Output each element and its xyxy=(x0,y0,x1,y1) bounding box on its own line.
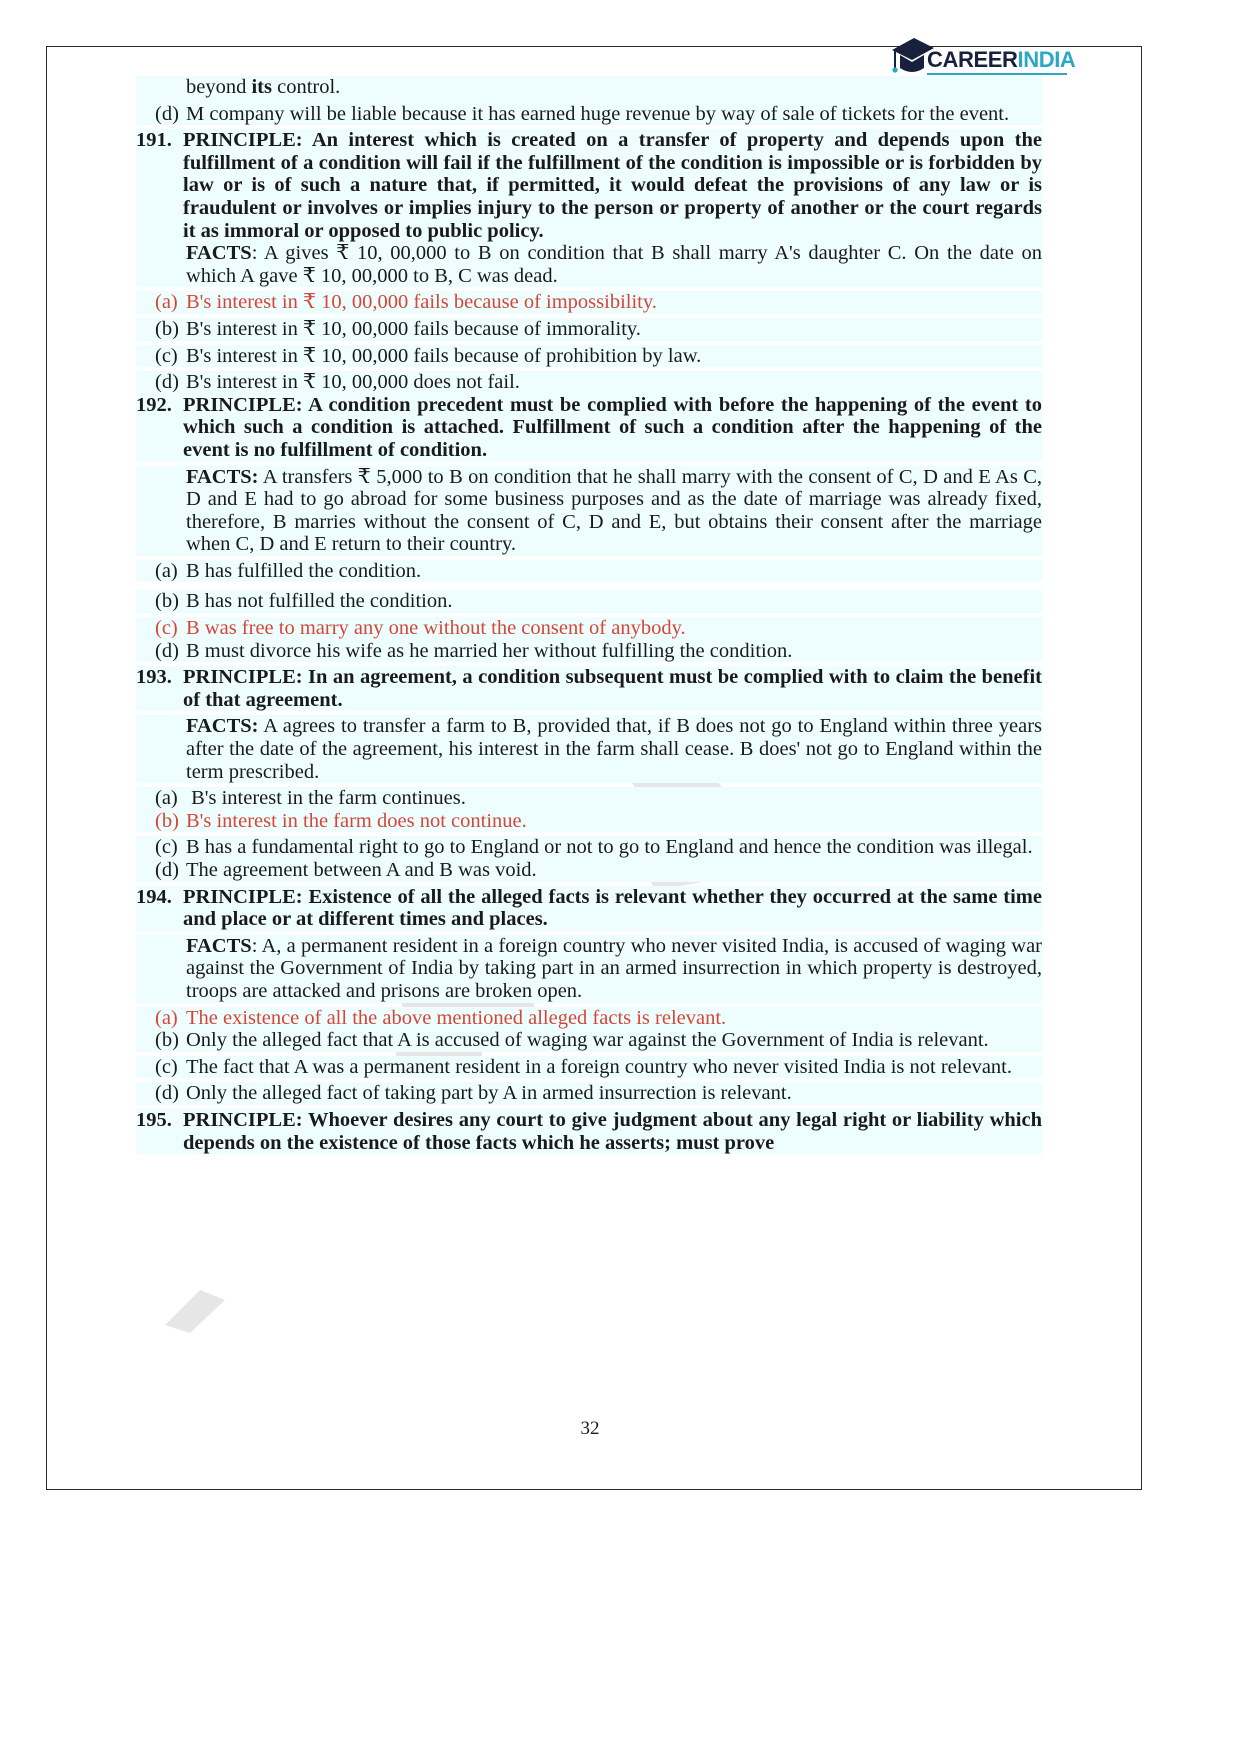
option-a xyxy=(136,560,1042,583)
question-number: 193. xyxy=(136,666,172,689)
question-principle xyxy=(136,886,1042,931)
question-193 xyxy=(136,666,1042,881)
option-label: (c) xyxy=(155,836,178,859)
option-label: (d) xyxy=(155,102,179,125)
option-label: (a) xyxy=(155,559,178,582)
option-text: B must divorce his wife as he married her without fulfilling the condition. xyxy=(186,639,793,662)
option-text: B's interest in ₹ 10, 00,000 fails because of prohibition by law. xyxy=(186,344,702,367)
carry-over-option-c-tail xyxy=(136,76,1042,99)
option-label: (d) xyxy=(155,639,179,662)
careerindia-logo xyxy=(890,32,1076,80)
question-facts xyxy=(136,715,1042,783)
option-label: (b) xyxy=(155,317,179,340)
option-text: The fact that A was a permanent resident in a foreign country who never visited India is not relevant. xyxy=(186,1055,1012,1078)
question-number: 191. xyxy=(136,129,172,152)
option-c xyxy=(136,345,1042,368)
facts-label: FACTS xyxy=(186,242,252,265)
option-text: B's interest in ₹ 10, 00,000 fails because of impossibility. xyxy=(186,291,657,314)
option-text: The agreement between A and B was void. xyxy=(186,859,537,881)
brand-india: INDIA xyxy=(1017,47,1076,72)
option-label: (b) xyxy=(155,1029,179,1052)
option-d xyxy=(136,1082,1042,1105)
facts-text: : A, a permanent resident in a foreign country who never visited India, is accused of waging war against the Government of India by taking part in an armed insurrection in which property is destroyed, troops are attacked and prisons are broken open. xyxy=(186,934,1042,1002)
option-label: (b) xyxy=(155,809,179,832)
question-191 xyxy=(136,129,1042,394)
option-text: B has not fulfilled the condition. xyxy=(186,590,453,613)
option-label: (a) xyxy=(155,291,178,314)
question-facts xyxy=(136,466,1042,556)
option-text: Only the alleged fact of taking part by A in armed insurrection is relevant. xyxy=(186,1082,792,1105)
question-principle xyxy=(136,1109,1042,1154)
brand-wordmark xyxy=(927,49,1075,71)
question-194 xyxy=(136,886,1042,1105)
facts-text: A transfers ₹ 5,000 to B on condition that he shall marry with the consent of C, D and E As C, D and E had to go abroad for some business purposes and as the date of marriage was already fixed, therefore, B marries without the consent of C, D and E, but obtains their consent after the marriage when C, D and E return to their country. xyxy=(186,465,1042,556)
carry-over-block xyxy=(136,76,1042,125)
option-a-answer xyxy=(136,1007,1042,1030)
option-text: B's interest in ₹ 10, 00,000 does not fail. xyxy=(186,371,520,394)
question-principle xyxy=(136,129,1042,242)
option-d xyxy=(136,371,1042,394)
option-c xyxy=(136,836,1042,859)
option-label: (c) xyxy=(155,617,178,640)
question-facts xyxy=(136,242,1042,287)
option-text: B's interest in the farm does not continue. xyxy=(186,809,527,832)
option-b xyxy=(136,1029,1042,1052)
principle-text: PRINCIPLE: An interest which is created on a transfer of property and depends upon the fulfillment of a condition will fail if the fulfillment of the condition is impossible or is forbidden by law or is of such a nature that, if permitted, it would defeat the provisions of any law or is fraudulent or involves or implies injury to the person or property of another or the court regards it as immoral or opposed to public policy. xyxy=(183,129,1042,242)
brand-career: CAREER xyxy=(927,47,1018,72)
question-facts xyxy=(136,935,1042,1003)
facts-label: FACTS: xyxy=(186,465,259,488)
principle-text: PRINCIPLE: A condition precedent must be complied with before the happening of the event to which such a condition is attached. Fulfillment of such a condition after the happening of the event is no fulfillment of condition. xyxy=(183,393,1042,461)
option-label: (d) xyxy=(155,371,179,394)
question-number: 195. xyxy=(136,1108,172,1131)
question-192 xyxy=(136,394,1042,663)
option-b xyxy=(136,318,1042,341)
option-c-answer xyxy=(136,617,1042,640)
option-a-answer xyxy=(136,291,1042,314)
option-label: (c) xyxy=(155,1055,178,1078)
option-text: The existence of all the above mentioned alleged facts is relevant. xyxy=(186,1006,727,1029)
option-label: (a) xyxy=(155,1006,178,1029)
option-c xyxy=(136,1056,1042,1079)
option-text: B's interest in ₹ 10, 00,000 fails because of immorality. xyxy=(186,317,641,340)
option-text-bold: its xyxy=(251,76,272,98)
question-number: 192. xyxy=(136,393,172,416)
facts-text: A agrees to transfer a farm to B, provided that, if B does not go to England within three years after the date of the agreement, his interest in the farm shall cease. B does' not go to England within the term prescribed. xyxy=(186,715,1042,783)
option-text: M company will be liable because it has earned huge revenue by way of sale of tickets for the event. xyxy=(186,102,1010,125)
option-label: (d) xyxy=(155,1082,179,1105)
facts-text: : A gives ₹ 10, 00,000 to B on condition that B shall marry A's daughter C. On the date on which A gave ₹ 10, 00,000 to B, C was dead. xyxy=(186,242,1042,287)
option-text: B's interest in the farm continues. xyxy=(186,787,466,810)
question-number: 194. xyxy=(136,885,172,908)
option-d xyxy=(136,859,1042,882)
option-text: B was free to marry any one without the consent of anybody. xyxy=(186,617,686,640)
facts-label: FACTS xyxy=(186,934,252,957)
option-b-answer xyxy=(136,810,1042,833)
option-a xyxy=(136,787,1042,810)
principle-text: PRINCIPLE: Existence of all the alleged facts is relevant whether they occurred at the same time and place or at different times and places. xyxy=(183,885,1042,931)
option-label: (d) xyxy=(155,859,179,881)
question-195 xyxy=(136,1109,1042,1154)
option-text: B has fulfilled the condition. xyxy=(186,559,422,582)
question-principle xyxy=(136,666,1042,711)
brand-underline xyxy=(927,73,1067,75)
page-number: 32 xyxy=(580,1418,600,1439)
carry-over-option-d xyxy=(136,103,1042,126)
principle-text: PRINCIPLE: In an agreement, a condition subsequent must be complied with to claim the benefit of that agreement. xyxy=(183,666,1042,711)
option-label: (b) xyxy=(155,590,179,613)
option-text: B has a fundamental right to go to England or not to go to England and hence the condition was illegal. xyxy=(186,836,1033,859)
option-text: beyond xyxy=(186,76,252,98)
facts-label: FACTS: xyxy=(186,715,259,738)
question-content xyxy=(136,76,1042,1154)
option-b xyxy=(136,590,1042,613)
option-text: Only the alleged fact that A is accused of waging war against the Government of India is relevant. xyxy=(186,1029,989,1052)
option-label: (c) xyxy=(155,344,178,367)
question-principle xyxy=(136,394,1042,462)
principle-text: PRINCIPLE: Whoever desires any court to give judgment about any legal right or liability which depends on the existence of those facts which he asserts; must prove xyxy=(183,1108,1042,1154)
option-label: (a) xyxy=(155,787,178,810)
option-text: control. xyxy=(271,76,341,98)
option-d xyxy=(136,640,1042,663)
